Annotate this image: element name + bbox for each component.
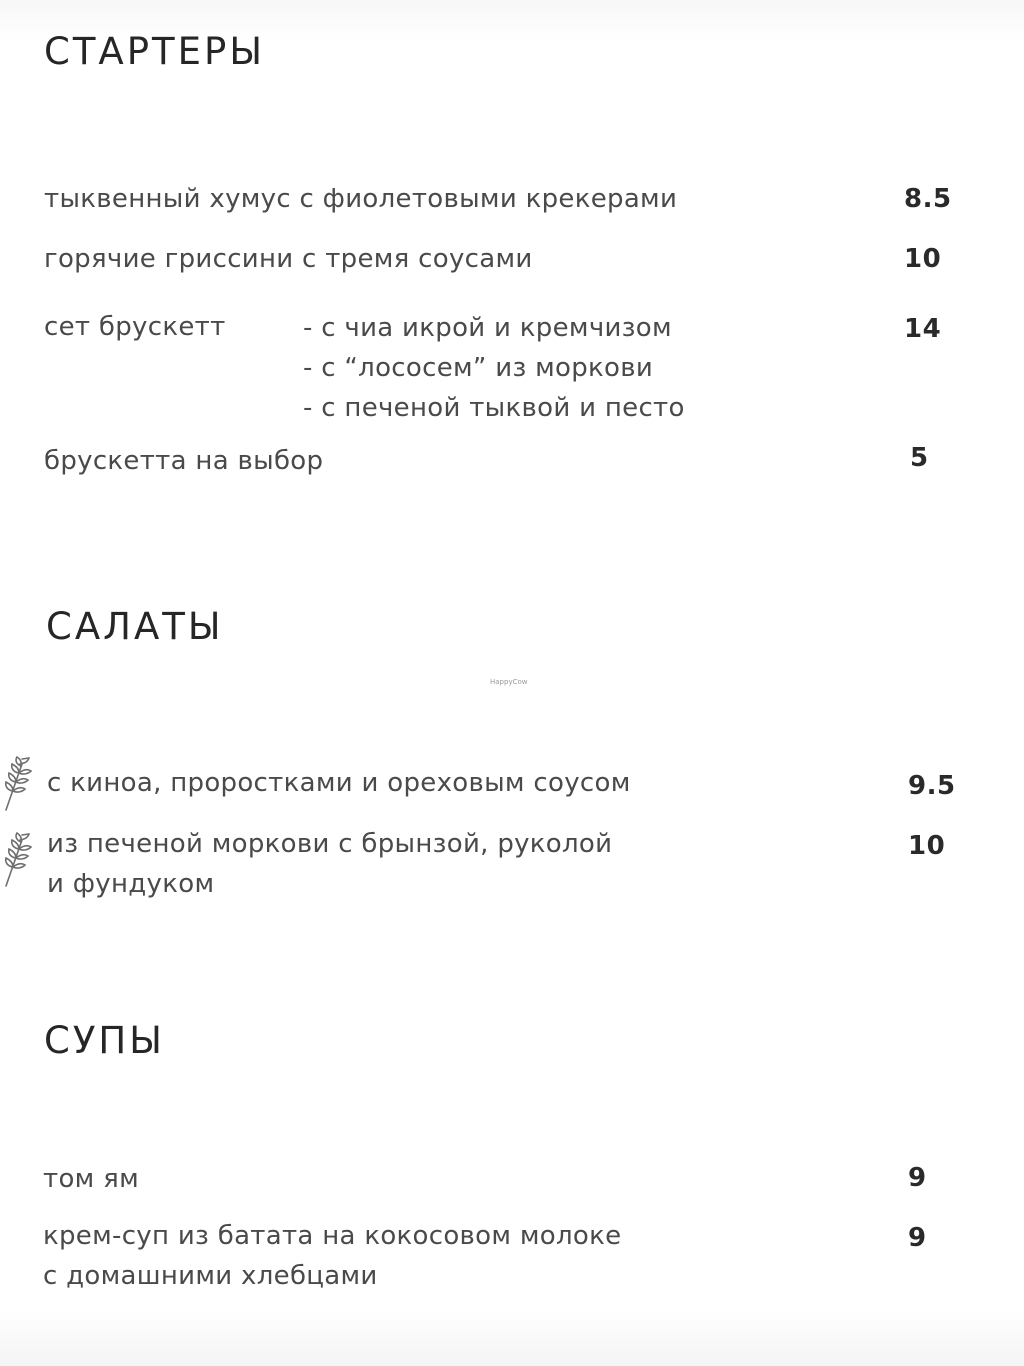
salad-item-price: 10 [908,831,946,861]
starter-item-price: 5 [910,443,929,473]
starter-item-name: тыквенный хумус с фиолетовыми крекерами [44,184,678,214]
bruschetta-option: - с печеной тыквой и песто [303,393,685,423]
wheat-icon [0,756,40,812]
wheat-icon [0,832,40,888]
watermark: HappyCow [490,678,528,686]
salad-item-name: из печеной моркови с брынзой, руколой [47,829,613,859]
soup-item-price: 9 [908,1223,927,1253]
starter-item-name: сет брускетт [44,312,226,342]
soup-item-name-line2: с домашними хлебцами [43,1261,378,1291]
starter-item-name: горячие гриссини с тремя соусами [44,244,533,274]
soup-item-price: 9 [908,1163,927,1193]
salad-item-name: с киноа, проростками и ореховым соусом [47,768,631,798]
starter-item-price: 8.5 [904,184,952,214]
salad-item-price: 9.5 [908,771,956,801]
starter-item-name: брускетта на выбор [44,446,324,476]
soup-item-name: том ям [43,1164,139,1194]
soup-item-name: крем-суп из батата на кокосовом молоке [43,1221,622,1251]
starter-item-price: 14 [904,314,942,344]
starters-heading: СТАРТЕРЫ [44,30,265,73]
salad-item-name-line2: и фундуком [47,869,215,899]
salads-heading: САЛАТЫ [46,605,224,648]
bruschetta-option: - с чиа икрой и кремчизом [303,313,672,343]
starter-item-price: 10 [904,244,942,274]
soups-heading: СУПЫ [44,1019,165,1062]
bruschetta-option: - с “лососем” из моркови [303,353,654,383]
